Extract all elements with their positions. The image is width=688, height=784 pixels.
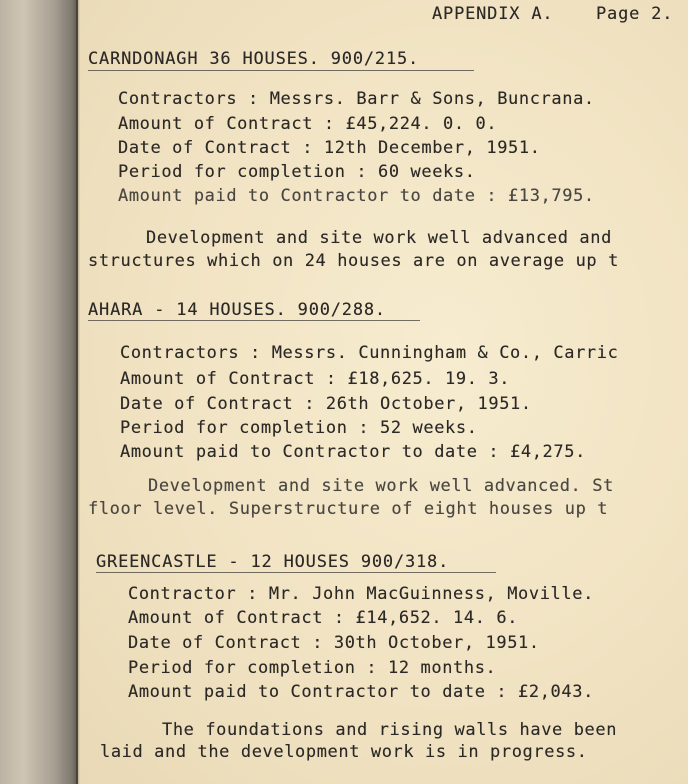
contractors-line: Contractors : Messrs. Barr & Sons, Buncrana. — [118, 89, 595, 109]
section-heading-carndonagh: CARNDONAGH 36 HOUSES. 900/215. — [88, 49, 420, 69]
heading-underline — [88, 320, 420, 321]
contractor-line: Contractor : Mr. John MacGuinness, Moville. — [128, 584, 594, 604]
period-for-completion-line: Period for completion : 12 months. — [128, 658, 497, 678]
period-for-completion-line: Period for completion : 60 weeks. — [118, 162, 476, 182]
contractors-line: Contractors : Messrs. Cunningham & Co., Carric — [120, 343, 619, 363]
paragraph-line: floor level. Superstructure of eight houses up t — [88, 499, 609, 519]
section-heading-greencastle: GREENCASTLE - 12 HOUSES 900/318. — [96, 552, 450, 572]
amount-of-contract-line: Amount of Contract : £45,224. 0. 0. — [118, 114, 498, 134]
period-for-completion-line: Period for completion : 52 weeks. — [120, 418, 478, 438]
heading-underline — [88, 70, 474, 71]
binding-gutter — [0, 0, 78, 784]
paragraph-line: Development and site work well advanced. St — [148, 476, 614, 496]
date-of-contract-line: Date of Contract : 12th December, 1951. — [118, 138, 541, 158]
date-of-contract-line: Date of Contract : 26th October, 1951. — [120, 394, 532, 414]
amount-paid-line: Amount paid to Contractor to date : £4,275. — [120, 442, 586, 462]
paragraph-line: The foundations and rising walls have been — [162, 720, 618, 740]
date-of-contract-line: Date of Contract : 30th October, 1951. — [128, 633, 540, 653]
paragraph-line: structures which on 24 houses are on average up t — [88, 251, 619, 271]
page-number: Page 2. — [596, 4, 674, 24]
section-heading-ahara: AHARA - 14 HOUSES. 900/288. — [88, 300, 386, 320]
amount-paid-line: Amount paid to Contractor to date : £13,795. — [118, 186, 595, 206]
appendix-label: APPENDIX A. — [432, 4, 554, 24]
amount-paid-line: Amount paid to Contractor to date : £2,043. — [128, 682, 594, 702]
amount-of-contract-line: Amount of Contract : £14,652. 14. 6. — [128, 608, 519, 628]
paragraph-line: Development and site work well advanced and — [146, 228, 612, 248]
heading-underline — [96, 572, 496, 573]
paragraph-line: laid and the development work is in progress. — [100, 742, 588, 762]
amount-of-contract-line: Amount of Contract : £18,625. 19. 3. — [120, 369, 511, 389]
